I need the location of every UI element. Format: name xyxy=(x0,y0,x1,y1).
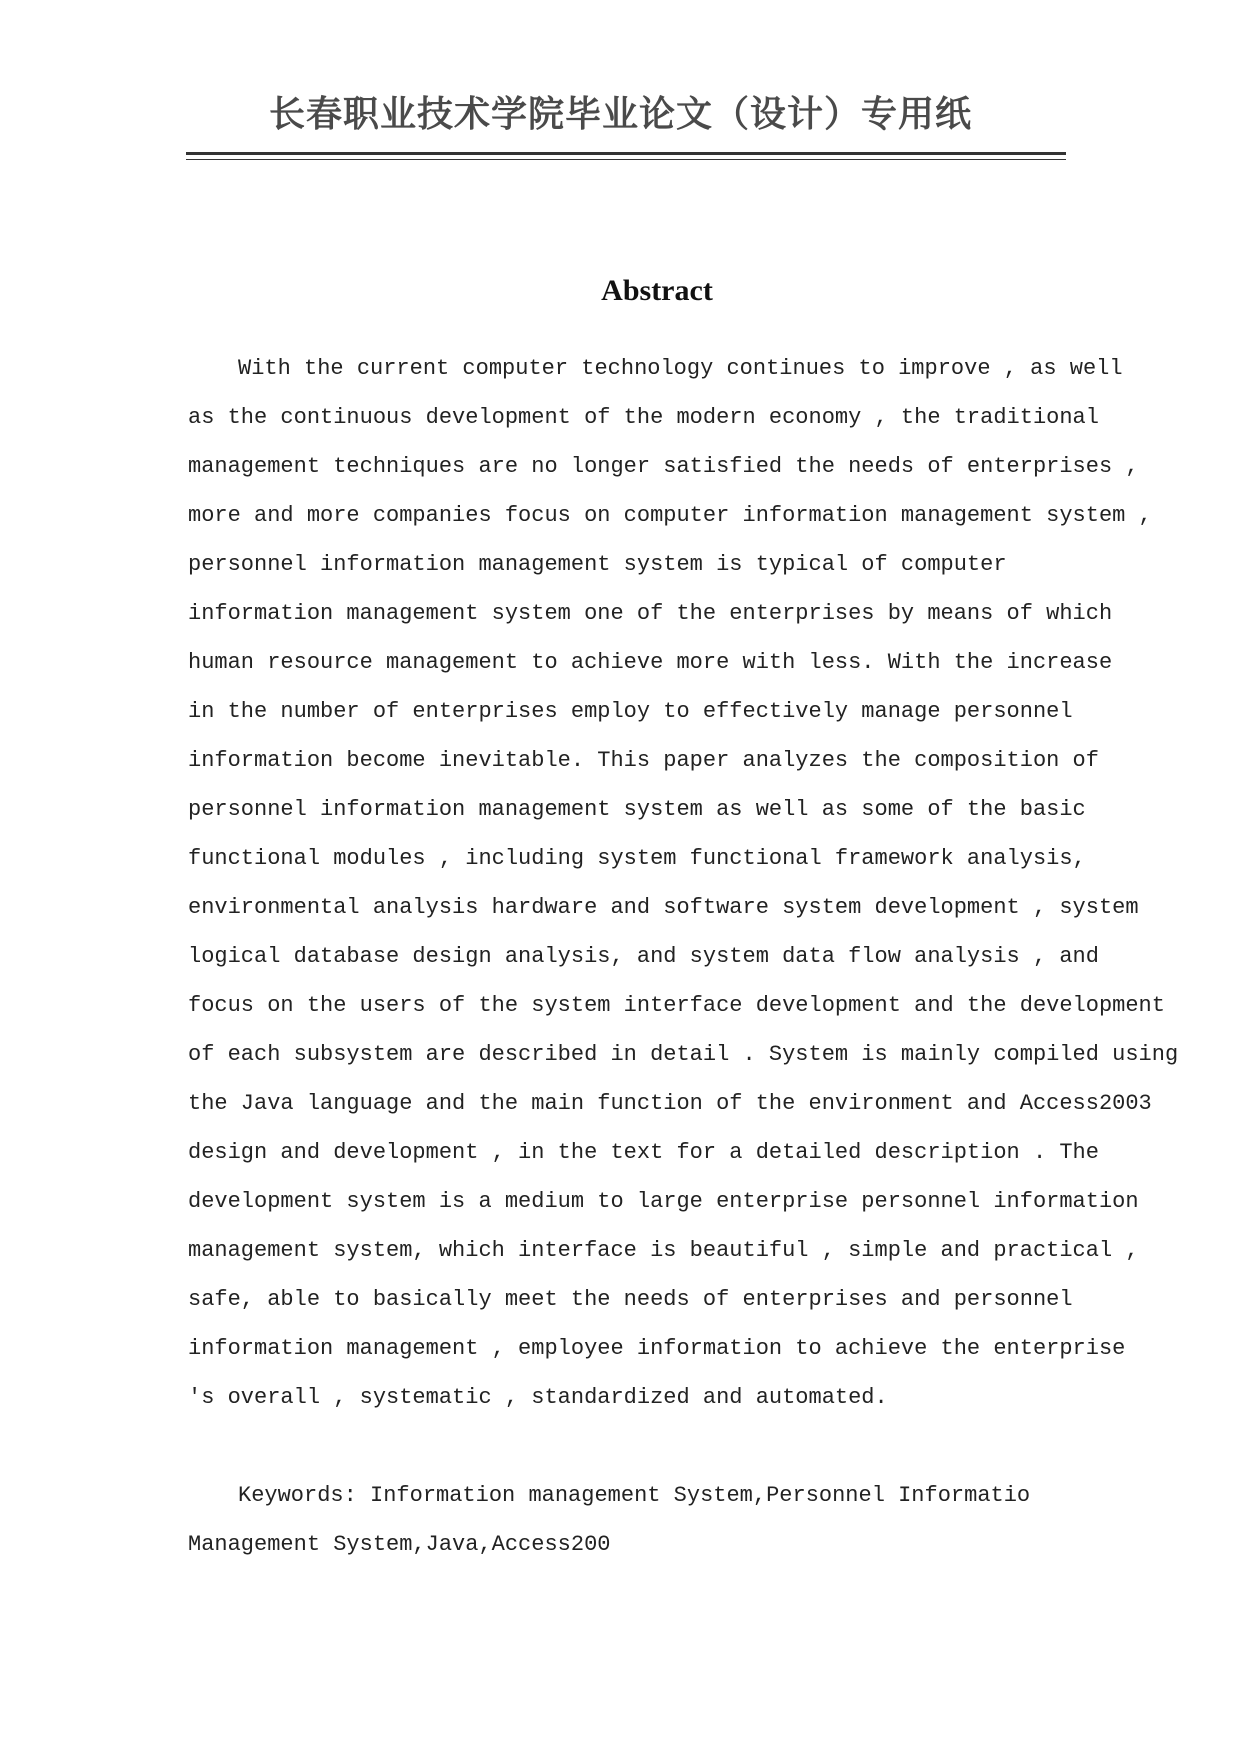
abstract-line: safe, able to basically meet the needs of enterprises and personnel xyxy=(188,1287,1073,1312)
abstract-line: human resource management to achieve more with less. With the increase xyxy=(188,650,1113,675)
abstract-line: of each subsystem are described in detail . System is mainly compiled using xyxy=(188,1042,1179,1067)
keywords-line: Management System,Java,Access200 xyxy=(188,1532,611,1557)
header-rule-thin xyxy=(186,159,1066,160)
abstract-line: management system, which interface is beautiful , simple and practical , xyxy=(188,1238,1139,1263)
abstract-line: personnel information management system is typical of computer xyxy=(188,552,1007,577)
abstract-line: focus on the users of the system interface development and the development xyxy=(188,993,1165,1018)
abstract-line: as the continuous development of the modern economy , the traditional xyxy=(188,405,1099,430)
abstract-line: functional modules , including system functional framework analysis, xyxy=(188,846,1086,871)
abstract-line: With the current computer technology continues to improve , as well xyxy=(238,356,1123,381)
abstract-line: information become inevitable. This paper analyzes the composition of xyxy=(188,748,1099,773)
abstract-line: 's overall , systematic , standardized and automated. xyxy=(188,1385,888,1410)
abstract-line: more and more companies focus on computer information management system , xyxy=(188,503,1152,528)
abstract-line: information management , employee information to achieve the enterprise xyxy=(188,1336,1126,1361)
abstract-line: environmental analysis hardware and software system development , system xyxy=(188,895,1139,920)
header-rule-thick xyxy=(186,152,1066,155)
keywords-line: Keywords: Information management System,Personnel Informatio xyxy=(238,1483,1031,1508)
abstract-line: the Java language and the main function of the environment and Access2003 xyxy=(188,1091,1152,1116)
abstract-line: in the number of enterprises employ to effectively manage personnel xyxy=(188,699,1073,724)
abstract-line: logical database design analysis, and system data flow analysis , and xyxy=(188,944,1099,969)
abstract-line: management techniques are no longer satisfied the needs of enterprises , xyxy=(188,454,1139,479)
page-header-title: 长春职业技术学院毕业论文（设计）专用纸 xyxy=(268,94,972,135)
abstract-line: personnel information management system as well as some of the basic xyxy=(188,797,1086,822)
abstract-line: design and development , in the text for a detailed description . The xyxy=(188,1140,1099,1165)
abstract-line: information management system one of the enterprises by means of which xyxy=(188,601,1113,626)
abstract-line: development system is a medium to large enterprise personnel information xyxy=(188,1189,1139,1214)
abstract-heading: Abstract xyxy=(601,274,713,307)
